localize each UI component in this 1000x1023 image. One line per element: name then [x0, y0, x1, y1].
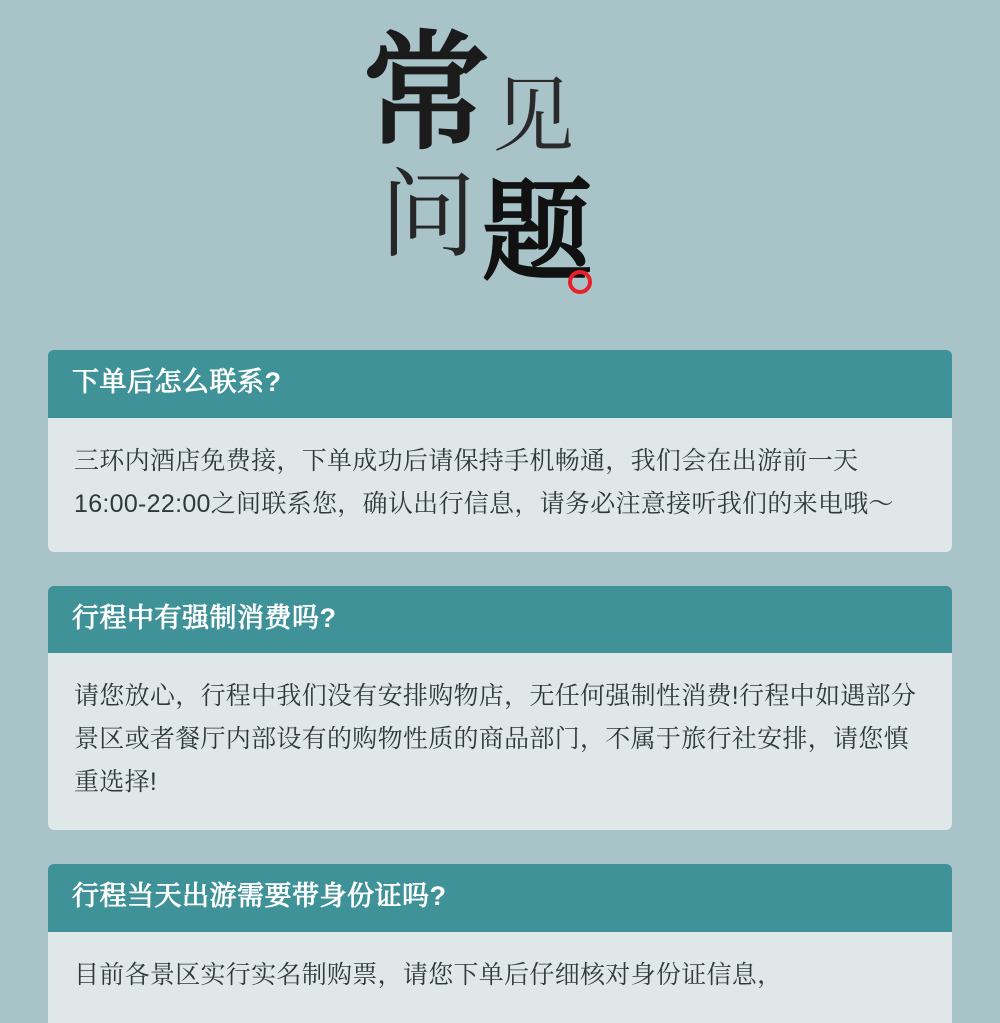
- title-line-1: [0, 23, 1000, 165]
- faq-list: [0, 350, 1000, 1023]
- faq-item: [48, 586, 952, 831]
- title-char-3: 问: [380, 162, 476, 269]
- faq-question[interactable]: 行程当天出游需要带身份证吗?: [48, 864, 952, 932]
- faq-question[interactable]: 下单后怎么联系?: [48, 350, 952, 418]
- title-line-2: [0, 162, 1000, 308]
- faq-answer: 请您放心，行程中我们没有安排购物店，无任何强制性消费!行程中如遇部分景区或者餐厅内部设有的购物性质的商品部门，不属于旅行社安排，请您慎重选择!: [48, 653, 952, 830]
- faq-answer: 三环内酒店免费接，下单成功后请保持手机畅通，我们会在出游前一天16:00-22:00之间联系您，确认出行信息，请务必注意接听我们的来电哦～: [48, 418, 952, 552]
- title-char-2: 见: [492, 71, 575, 162]
- title-block: [0, 0, 1000, 350]
- faq-answer: 目前各景区实行实名制购票，请您下单后仔细核对身份证信息，: [48, 932, 952, 1023]
- faq-item: [48, 350, 952, 552]
- circle-outline-icon: [568, 270, 592, 294]
- title-char-4: 题: [482, 172, 592, 294]
- title-char-1: 常: [362, 23, 487, 165]
- faq-question[interactable]: 行程中有强制消费吗?: [48, 586, 952, 654]
- title-artwork: [0, 23, 1000, 308]
- faq-item: [48, 864, 952, 1023]
